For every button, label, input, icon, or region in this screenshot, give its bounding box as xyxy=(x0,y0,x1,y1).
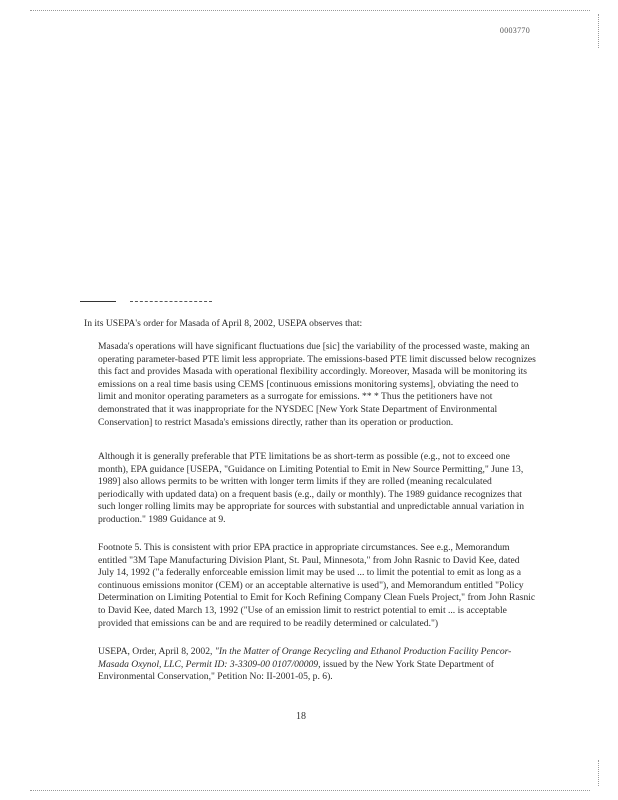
lead-paragraph: In its USEPA's order for Masada of April 8, 2002, USEPA observes that: xyxy=(84,318,363,329)
page-number: 18 xyxy=(296,711,306,722)
scan-border-right-lower xyxy=(598,760,599,786)
scan-border-top xyxy=(30,10,590,11)
footnote-6-title: "In the Matter of Orange Recycling and Ethanol Production Facility Pencor-Masada Oxynol, LLC, Permit ID: 3-3309-00 0107/00009, xyxy=(98,646,512,670)
footnote-5: Footnote 5. This is consistent with prior EPA practice in appropriate circumstances. See e.g., Memorandum entitled "3M Tape Manufacturing Division Plant, St. Paul, Minnesota," from John Rasnic to David Kee, dated July 14, 1992 ("a federally enforceable emission limit may be used ... to limit the potential to emit as long as a continuous emissions monitor (CEM) or an acceptable alternative is used"), and Memorandum entitled "Policy Determination on Limiting Potential to Emit for Koch Refining Company Clean Fuels Project," from John Rasnic to David Kee, dated March 13, 1992 ("Use of an emission limit to restrict potential to emit ... is acceptable provided that emissions can be and are required to be readily determined or calculated.") xyxy=(98,542,536,629)
scan-border-bottom xyxy=(30,790,590,791)
block-quote-1: Masada's operations will have significant fluctuations due [sic] the variability of the processed waste, making an operating parameter-based PTE limit less appropriate. The emissions-based PTE limit discussed below recognizes this fact and provides Masada with operational flexibility accordingly. Moreover, Masada will be monitoring its emissions on a real time basis using CEMS [continuous emissions monitoring systems], obviating the need to limit and monitor operating parameters as a surrogate for emissions. ** * Thus the petitioners have not demonstrated that it was inappropriate for the NYSDEC [New York State Department of Environmental Conservation] to restrict Masada's emissions directly, rather than its operation or production. xyxy=(98,341,536,428)
block-quote-2: Although it is generally preferable that PTE limitations be as short-term as possible (e.g., not to exceed one month), EPA guidance [USEPA, "Guidance on Limiting Potential to Emit in New Source Permitting," June 13, 1989] also allows permits to be written with longer term limits if they are rolled (meaning recalculated periodically with updated data) on a frequent basis (e.g., daily or monthly). The 1989 guidance recognizes that such longer rolling limits may be appropriate for sources with substantial and unpredictable annual variation in production." 1989 Guidance at 9. xyxy=(98,451,525,525)
scan-border-right xyxy=(598,14,599,48)
footnote-separator-dashed xyxy=(130,301,212,302)
footnote-6-prefix: USEPA, Order, April 8, 2002, xyxy=(98,646,215,657)
footnote-6 xyxy=(98,646,536,684)
bates-number: 0003770 xyxy=(499,26,530,35)
footnote-6-suffix: issued by the New York State Department of Environmental Conservation," Petition No: II-2001-05, p. 6). xyxy=(98,658,494,683)
footnote-separator xyxy=(80,301,116,302)
